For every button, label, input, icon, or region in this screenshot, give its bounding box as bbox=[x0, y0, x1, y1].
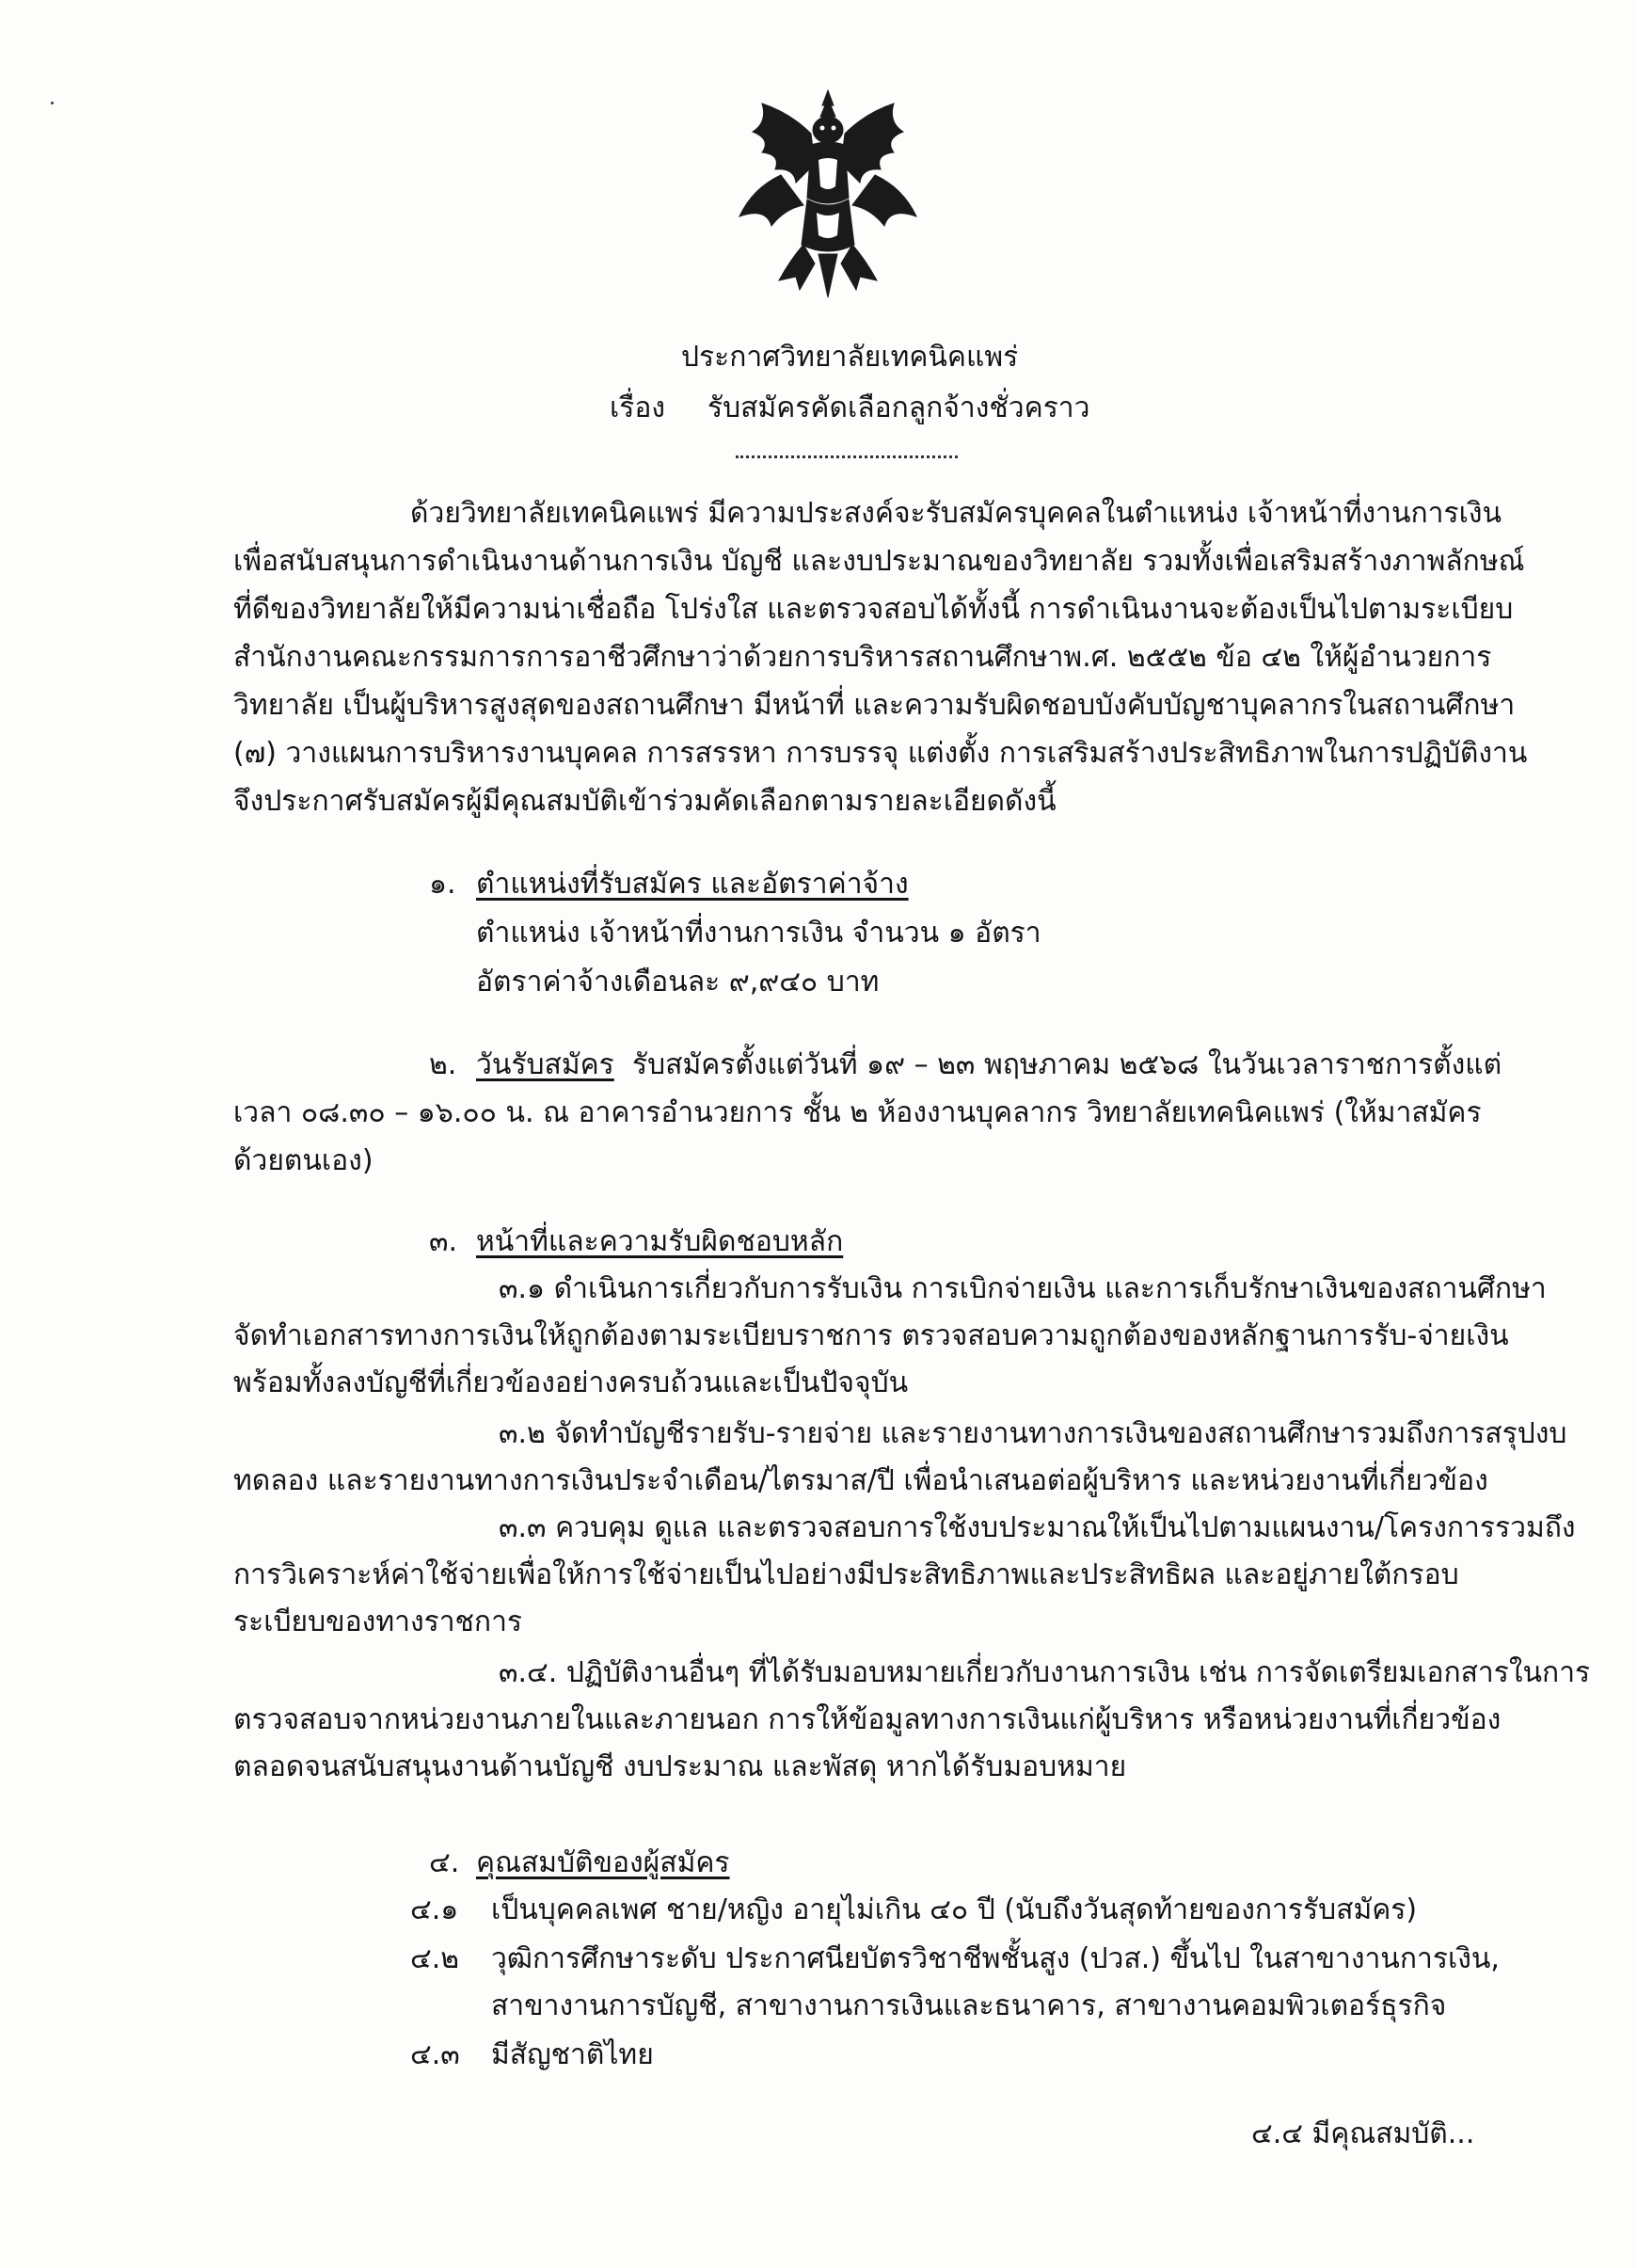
intro-line: เพื่อสนับสนุนการดำเนินงานด้านการเงิน บัญชี และงบประมาณของวิทยาลัย รวมทั้งเพื่อเสริมสร้างภาพลักษณ์ bbox=[233, 545, 1525, 578]
section3-heading: หน้าที่และความรับผิดชอบหลัก bbox=[476, 1225, 844, 1258]
intro-line: (๗) วางแผนการบริหารงานบุคคล การสรรหา การบรรจุ แต่งตั้ง การเสริมสร้างประสิทธิภาพในการปฏิบัติงาน bbox=[233, 737, 1528, 770]
section1-heading: ตำแหน่งที่รับสมัคร และอัตราค่าจ้าง bbox=[476, 868, 909, 901]
section1-wage: อัตราค่าจ้างเดือนละ ๙,๙๔๐ บาท bbox=[476, 966, 880, 998]
section3-line: ๓.๒ จัดทำบัญชีรายรับ-รายจ่าย และรายงานทางการเงินของสถานศึกษารวมถึงการสรุปงบ bbox=[499, 1417, 1567, 1450]
section4-number: ๔. bbox=[429, 1846, 460, 1879]
section3-line: จัดทำเอกสารทางการเงินให้ถูกต้องตามระเบียบราชการ ตรวจสอบความถูกต้องของหลักฐานการรับ-จ่ายเงิน bbox=[233, 1319, 1509, 1352]
section3-number: ๓. bbox=[429, 1225, 458, 1258]
intro-line: วิทยาลัย เป็นผู้บริหารสูงสุดของสถานศึกษา มีหน้าที่ และความรับผิดชอบบังคับบัญชาบุคลากรในสถานศึกษา bbox=[233, 689, 1516, 722]
intro-line: จึงประกาศรับสมัครผู้มีคุณสมบัติเข้าร่วมคัดเลือกตามรายละเอียดดังนี้ bbox=[233, 785, 1057, 818]
announcement-title: ประกาศวิทยาลัยเทคนิคแพร่ bbox=[681, 341, 1019, 374]
qualification-number: ๔.๓ bbox=[410, 2038, 460, 2071]
section2-line: ด้วยตนเอง) bbox=[233, 1144, 373, 1177]
section3-line: ระเบียบของทางราชการ bbox=[233, 1605, 523, 1638]
intro-line: สำนักงานคณะกรรมการการอาชีวศึกษาว่าด้วยการบริหารสถานศึกษาพ.ศ. ๒๕๕๒ ข้อ ๔๒ ให้ผู้อำนวยการ bbox=[233, 641, 1492, 674]
section4-heading: คุณสมบัติของผู้สมัคร bbox=[476, 1846, 730, 1879]
section3-line: ๓.๔. ปฏิบัติงานอื่นๆ ที่ได้รับมอบหมายเกี่ยวกับงานการเงิน เช่น การจัดเตรียมเอกสารในการ bbox=[499, 1656, 1591, 1689]
intro-line: ด้วยวิทยาลัยเทคนิคแพร่ มีความประสงค์จะรับสมัครบุคคลในตำแหน่ง เจ้าหน้าที่งานการเงิน bbox=[410, 497, 1502, 530]
section3-line: ทดลอง และรายงานทางการเงินประจำเดือน/ไตรมาส/ปี เพื่อนำเสนอต่อผู้บริหาร และหน่วยงานที่เกี่ยวข้อง bbox=[233, 1464, 1488, 1497]
section2-line: เวลา ๐๘.๓๐ – ๑๖.๐๐ น. ณ อาคารอำนวยการ ชั้น ๒ ห้องงานบุคลากร วิทยาลัยเทคนิคแพร่ (ให้มาสมัคร bbox=[233, 1096, 1482, 1129]
section3-line: ตรวจสอบจากหน่วยงานภายในและภายนอก การให้ข้อมูลทางการเงินแก่ผู้บริหาร หรือหน่วยงานที่เกี่ยวข้อง bbox=[233, 1703, 1502, 1736]
continuation-marker: ๔.๔ มีคุณสมบัติ... bbox=[1251, 2117, 1475, 2150]
qualification-text: สาขางานการบัญชี, สาขางานการเงินและธนาคาร, สาขางานคอมพิวเตอร์ธุรกิจ bbox=[491, 1989, 1447, 2022]
section1-position: ตำแหน่ง เจ้าหน้าที่งานการเงิน จำนวน ๑ อัตรา bbox=[476, 917, 1041, 950]
section3-line: พร้อมทั้งลงบัญชีที่เกี่ยวข้องอย่างครบถ้วนและเป็นปัจจุบัน bbox=[233, 1366, 909, 1399]
intro-line: ที่ดีของวิทยาลัยให้มีความน่าเชื่อถือ โปร่งใส และตรวจสอบได้ทั้งนี้ การดำเนินงานจะต้องเป็นไปตามระเบียบ bbox=[233, 593, 1514, 626]
section2-text: รับสมัครตั้งแต่วันที่ ๑๙ – ๒๓ พฤษภาคม ๒๕๖๘ ในวันเวลาราชการตั้งแต่ bbox=[632, 1048, 1502, 1081]
section2-heading: วันรับสมัคร bbox=[476, 1048, 614, 1081]
garuda-emblem-icon bbox=[724, 85, 931, 301]
subject-text: รับสมัครคัดเลือกลูกจ้างชั่วคราว bbox=[707, 391, 1090, 424]
section3-line: ๓.๓ ควบคุม ดูแล และตรวจสอบการใช้งบประมาณให้เป็นไปตามแผนงาน/โครงการรวมถึง bbox=[499, 1511, 1576, 1544]
section3-line: ๓.๑ ดำเนินการเกี่ยวกับการรับเงิน การเบิกจ่ายเงิน และการเก็บรักษาเงินของสถานศึกษา bbox=[499, 1272, 1547, 1305]
qualification-number: ๔.๑ bbox=[410, 1893, 459, 1926]
section3-line: การวิเคราะห์ค่าใช้จ่ายเพื่อให้การใช้จ่ายเป็นไปอย่างมีประสิทธิภาพและประสิทธิผล และอยู่ภายใต้กรอบ bbox=[233, 1558, 1459, 1591]
title-separator bbox=[736, 450, 958, 458]
scan-speck bbox=[51, 102, 54, 104]
subject-label: เรื่อง bbox=[610, 391, 666, 424]
qualification-text: วุฒิการศึกษาระดับ ประกาศนียบัตรวิชาชีพชั้นสูง (ปวส.) ขึ้นไป ในสาขางานการเงิน, bbox=[491, 1942, 1500, 1975]
section2-number: ๒. bbox=[429, 1048, 457, 1081]
qualification-number: ๔.๒ bbox=[410, 1942, 460, 1975]
section3-line: ตลอดจนสนับสนุนงานด้านบัญชี งบประมาณ และพัสดุ หากได้รับมอบหมาย bbox=[233, 1750, 1127, 1783]
qualification-text: เป็นบุคคลเพศ ชาย/หญิง อายุไม่เกิน ๔๐ ปี (นับถึงวันสุดท้ายของการรับสมัคร) bbox=[491, 1893, 1418, 1926]
qualification-text: มีสัญชาติไทย bbox=[491, 2038, 654, 2071]
section1-number: ๑. bbox=[429, 868, 456, 901]
